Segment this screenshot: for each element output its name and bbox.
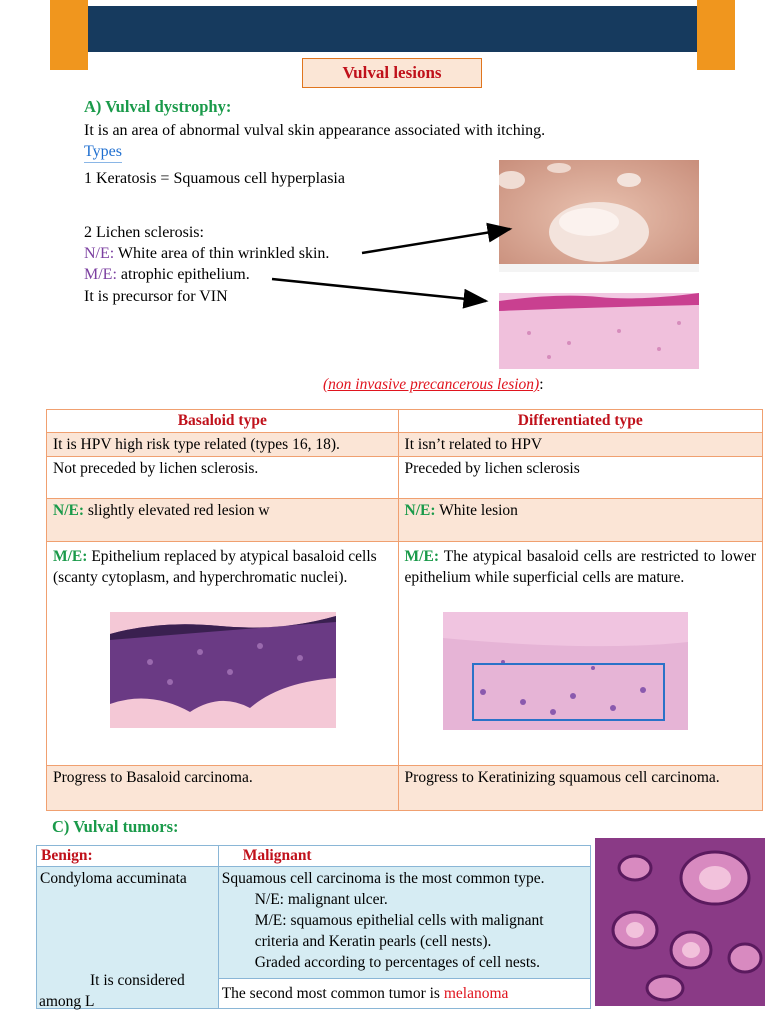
vin-note-colon: : <box>539 376 544 393</box>
benign-note: It is considered <box>90 972 185 989</box>
vin-note-text: (non invasive precancerous lesion) <box>323 376 540 393</box>
differentiated-me-text: The atypical basaloid cells are restricted to lower epithelium while superficial cells are mature. <box>404 548 756 586</box>
basaloid-histology <box>110 612 336 728</box>
lichen-ne-label: N/E: <box>84 245 115 262</box>
table-row <box>47 457 763 499</box>
basaloid-ne <box>47 499 399 542</box>
table-row <box>47 433 763 457</box>
differentiated-ne-label: N/E: <box>404 502 436 519</box>
basaloid-ne-text: slightly elevated red lesion w <box>84 502 270 519</box>
basaloid-ne-label: N/E: <box>53 502 84 519</box>
basaloid-header: Basaloid type <box>47 410 399 433</box>
vin-comparison-table <box>46 409 763 811</box>
differentiated-ne <box>398 499 762 542</box>
page-title: Vulval lesions <box>302 58 482 88</box>
differentiated-header: Differentiated type <box>398 410 762 433</box>
basaloid-me-text: Epithelium replaced by atypical basaloid cells (scanty cytoplasm, and hyperchromatic nuclei). <box>53 548 377 586</box>
vin-note <box>323 374 544 395</box>
tumors-table <box>36 845 591 1009</box>
malignant-header: Malignant <box>218 846 590 867</box>
second-tumor-text: The second most common tumor is <box>221 985 444 1002</box>
basaloid-progress: Progress to Basaloid carcinoma. <box>47 766 399 811</box>
benign-header: Benign: <box>37 846 219 867</box>
lichen-ne-text: White area of thin wrinkled skin. <box>114 245 330 262</box>
basaloid-lichen: Not preceded by lichen sclerosis. <box>47 457 399 499</box>
table-header-row <box>47 410 763 433</box>
basaloid-me <box>47 542 399 766</box>
tumors-heading: C) Vulval tumors: <box>52 817 179 836</box>
dystrophy-heading: A) Vulval dystrophy: <box>84 97 232 116</box>
table-row <box>47 542 763 766</box>
type-lichen-sclerosis: 2 Lichen sclerosis: <box>84 224 204 241</box>
benign-condyloma: Condyloma accuminata <box>40 870 187 887</box>
table-row <box>47 499 763 542</box>
types-label: Types <box>84 141 122 163</box>
benign-note-2: among L <box>39 993 95 1010</box>
scc-main: Squamous cell carcinoma is the most common type. <box>221 870 545 887</box>
pointer-arrows <box>0 0 768 420</box>
differentiated-histology <box>443 612 688 730</box>
differentiated-lichen: Preceded by lichen sclerosis <box>398 457 762 499</box>
scc-ne: N/E: malignant ulcer. <box>254 891 388 908</box>
second-tumor <box>218 979 590 1009</box>
scc-histology <box>595 838 765 1006</box>
melanoma-text: melanoma <box>443 985 509 1002</box>
lichen-me-label: M/E: <box>84 266 117 283</box>
scc-me: M/E: squamous epithelial cells with malignant criteria and Keratin pearls (cell nests). <box>254 912 544 950</box>
benign-cell <box>37 867 219 1009</box>
scc-grade: Graded according to percentages of cell nests. <box>254 954 541 971</box>
lichen-me-text: atrophic epithelium. <box>116 266 250 283</box>
table-row <box>37 867 591 979</box>
type-keratosis: 1 Keratosis = Squamous cell hyperplasia <box>84 170 345 187</box>
differentiated-me-label: M/E: <box>404 548 439 565</box>
differentiated-hpv: It isn’t related to HPV <box>398 433 762 457</box>
tumors-header-row <box>37 846 591 867</box>
differentiated-ne-text: White lesion <box>435 502 518 519</box>
basaloid-me-label: M/E: <box>53 548 88 565</box>
dystrophy-definition: It is an area of abnormal vulval skin appearance associated with itching. <box>84 122 546 139</box>
differentiated-me <box>398 542 762 766</box>
basaloid-hpv: It is HPV high risk type related (types 16, 18). <box>47 433 399 457</box>
differentiated-progress: Progress to Keratinizing squamous cell carcinoma. <box>398 766 762 811</box>
malignant-scc-cell <box>218 867 590 979</box>
vin-precursor: It is precursor for VIN <box>84 288 228 305</box>
table-row <box>47 766 763 811</box>
